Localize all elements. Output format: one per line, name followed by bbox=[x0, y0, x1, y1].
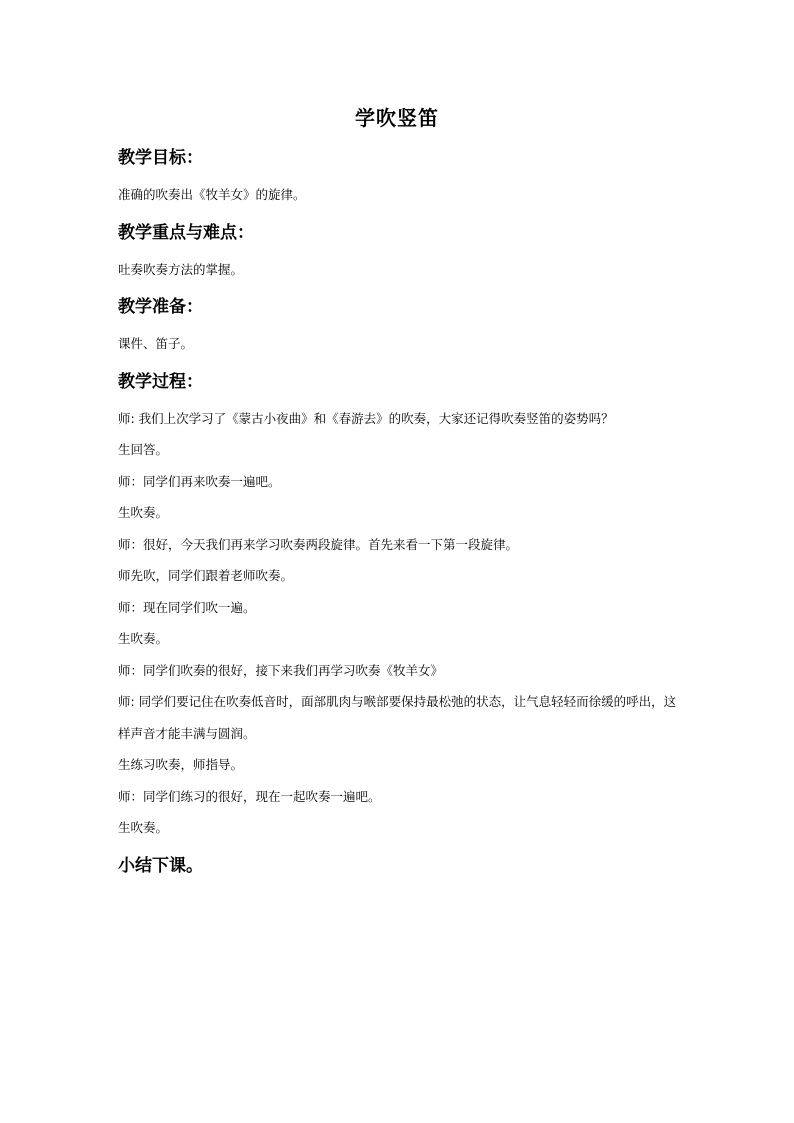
document-title: 学吹竖笛 bbox=[355, 106, 439, 130]
process-line: 师：很好，今天我们再来学习吹奏两段旋律。首先来看一下第一段旋律。 bbox=[118, 536, 519, 552]
process-line: 生练习吹奏，师指导。 bbox=[118, 757, 244, 772]
objective-text: 准确的吹奏出《牧羊女》的旋律。 bbox=[118, 187, 306, 202]
process-line: 师: 同学们要记住在吹奏低音时，面部肌肉与喉部要保持最松弛的状态，让气息轻轻而徐缓的呼出，这样声音才能丰满与圆润。 bbox=[118, 694, 677, 741]
section-heading-summary: 小结下课。 bbox=[118, 855, 203, 876]
preparation-text: 课件、笛子。 bbox=[118, 336, 194, 351]
process-line: 生吹奏。 bbox=[118, 631, 169, 646]
process-line: 生吹奏。 bbox=[118, 505, 169, 520]
section-heading-process: 教学过程： bbox=[118, 371, 203, 392]
process-line: 师: 我们上次学习了《蒙古小夜曲》和《春游去》的吹奏，大家还记得吹奏竖笛的姿势吗？ bbox=[118, 410, 614, 426]
process-line: 师：同学们再来吹奏一遍吧。 bbox=[118, 473, 281, 489]
section-heading-objective: 教学目标： bbox=[118, 148, 203, 168]
section-heading-key-points: 教学重点与难点： bbox=[118, 222, 254, 243]
process-line: 师先吹，同学们跟着老师吹奏。 bbox=[118, 568, 294, 583]
process-line: 师：同学们练习的很好，现在一起吹奏一遍吧。 bbox=[118, 788, 381, 804]
key-points-text: 吐奏吹奏方法的掌握。 bbox=[118, 261, 244, 277]
process-line: 师：现在同学们吹一遍。 bbox=[118, 599, 256, 615]
document-body bbox=[118, 146, 678, 878]
process-line: 生吹奏。 bbox=[118, 820, 169, 835]
process-line: 师：同学们吹奏的很好，接下来我们再学习吹奏《牧羊女》 bbox=[118, 662, 444, 678]
process-line: 生回答。 bbox=[118, 442, 169, 457]
section-heading-preparation: 教学准备： bbox=[118, 297, 203, 317]
